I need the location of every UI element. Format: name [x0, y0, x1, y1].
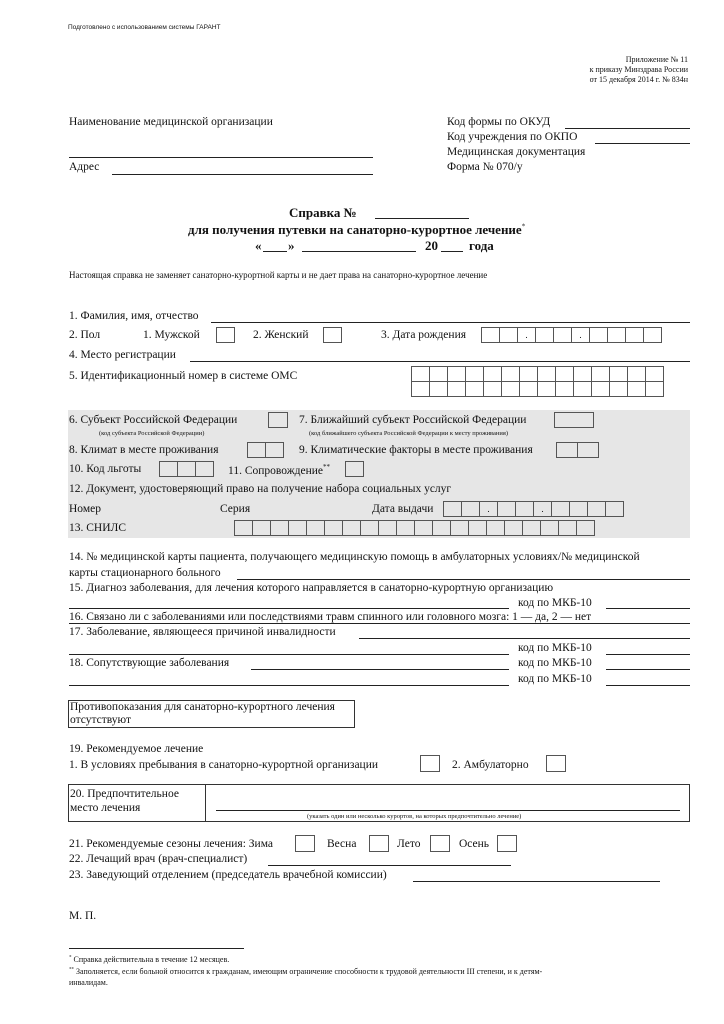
oms-cell[interactable] [411, 381, 430, 397]
preferred-place-line[interactable] [216, 810, 680, 811]
oms-cell[interactable] [627, 366, 646, 382]
oms-cell[interactable] [447, 366, 466, 382]
field-19-label: 19. Рекомендуемое лечение [69, 743, 204, 755]
field-16-label: 16. Связано ли с заболеваниями или последствиями травм спинного или головного мозга: 1 — да, 2 — нет [69, 611, 592, 623]
org-name-label: Наименование медицинской организации [69, 116, 273, 128]
season-autumn-label: Осень [459, 838, 490, 850]
field-11-label: 11. Сопровождение** [228, 463, 331, 477]
field-7-label: 7. Ближайший субъект Российской Федерации [299, 414, 527, 426]
year-prefix: 20 [425, 238, 438, 253]
doc-number-label: Номер [69, 503, 101, 515]
snils-cell[interactable] [252, 520, 271, 536]
doc-series-label: Серия [220, 503, 251, 515]
date-separator: . [533, 501, 552, 517]
date-cell[interactable] [607, 327, 626, 343]
date-cell[interactable] [589, 327, 608, 343]
field-18-label: 18. Сопутствующие заболевания [69, 657, 230, 669]
climate-cells[interactable] [247, 442, 283, 458]
notice: Настоящая справка не заменяет санаторно-курортной карты и не дает права на санаторно-курортное лечение [69, 270, 488, 280]
address-label: Адрес [69, 161, 100, 173]
field-9-label: 9. Климатические факторы в месте проживания [299, 444, 533, 456]
date-cell[interactable] [605, 501, 624, 517]
field-22-label: 22. Лечащий врач (врач-специалист) [69, 853, 248, 865]
oms-cell[interactable] [429, 381, 448, 397]
diagnosis-line[interactable] [69, 608, 509, 609]
benefit-cell[interactable] [159, 461, 178, 477]
field-2-label: 2. Пол [69, 329, 101, 341]
snils-cell[interactable] [360, 520, 379, 536]
disability-line[interactable] [359, 638, 690, 639]
climate-factors-cells[interactable] [556, 442, 598, 458]
field-19-option1: 1. В условиях пребывания в санаторно-курортной организации [69, 759, 379, 771]
oms-cell[interactable] [447, 381, 466, 397]
date-cell[interactable] [443, 501, 462, 517]
field-14-line2: карты стационарного больного [69, 567, 221, 579]
snils-cell[interactable] [324, 520, 343, 536]
field-1-label: 1. Фамилия, имя, отчество [69, 310, 199, 322]
snils-cell[interactable] [396, 520, 415, 536]
field-20-line1: 20. Предпочтительное [70, 788, 179, 800]
snils-cell[interactable] [414, 520, 433, 536]
oms-cell[interactable] [645, 381, 664, 397]
date-cell[interactable] [481, 327, 500, 343]
oms-cell[interactable] [501, 366, 520, 382]
field-6-note: (код субъекта Российской Федерации) [99, 430, 205, 437]
female-label: 2. Женский [253, 329, 309, 341]
preferred-place-divider [205, 784, 206, 822]
oms-cell[interactable] [555, 366, 574, 382]
escort-checkbox[interactable] [345, 461, 364, 477]
date-separator: . [571, 327, 590, 343]
season-summer-label: Лето [397, 838, 421, 850]
full-name-line[interactable] [211, 322, 690, 323]
address-line[interactable] [112, 174, 373, 175]
mkb-label-18b: код по МКБ-10 [518, 673, 592, 685]
mkb-label-18a: код по МКБ-10 [518, 657, 592, 669]
doc-issue-date-label: Дата выдачи [372, 503, 434, 515]
field-14-line1: 14. № медицинской карты пациента, получающего медицинскую помощь в амбулаторных условиях/№ медицинской [69, 551, 640, 563]
date-month-line[interactable] [302, 251, 416, 252]
snils-cell[interactable] [342, 520, 361, 536]
oms-cell[interactable] [537, 366, 556, 382]
mkb-label-17: код по МКБ-10 [518, 642, 592, 654]
org-name-line[interactable] [69, 157, 373, 158]
oms-cell[interactable] [591, 366, 610, 382]
field-15-label: 15. Диагноз заболевания, для лечения которого направляется в санаторно-курортную организацию [69, 582, 554, 594]
field-20-line2: место лечения [70, 802, 141, 814]
field-12-label: 12. Документ, удостоверяющий право на получение набора социальных услуг [69, 483, 452, 495]
oms-cell[interactable] [429, 366, 448, 382]
disability-line-2[interactable] [69, 654, 509, 655]
date-cell[interactable] [587, 501, 606, 517]
doctor-line[interactable] [268, 865, 511, 866]
nearest-subject-box[interactable] [554, 412, 594, 428]
field-5-label: 5. Идентификационный номер в системе ОМС [69, 370, 298, 382]
oms-cell[interactable] [411, 366, 430, 382]
oms-cell[interactable] [573, 381, 592, 397]
field-20-note: (указать один или несколько курортов, на которых предпочтительно лечение) [307, 813, 522, 820]
okud-label: Код формы по ОКУД [447, 116, 551, 128]
male-label: 1. Мужской [143, 329, 200, 341]
concomitant-line-2[interactable] [69, 685, 509, 686]
head-of-department-line[interactable] [413, 881, 660, 882]
snils-cell[interactable] [558, 520, 577, 536]
season-autumn-checkbox[interactable] [497, 835, 517, 852]
season-winter-checkbox[interactable] [295, 835, 315, 852]
snils-cell[interactable] [270, 520, 289, 536]
med-card-line[interactable] [237, 579, 690, 580]
date-cell[interactable] [497, 501, 516, 517]
oms-cells-row1[interactable] [411, 366, 663, 382]
okpo-label: Код учреждения по ОКПО [447, 131, 578, 143]
season-summer-checkbox[interactable] [430, 835, 450, 852]
registration-line[interactable] [190, 361, 690, 362]
oms-cell[interactable] [483, 366, 502, 382]
stamp-place: М. П. [69, 910, 97, 922]
footnote-separator [69, 948, 244, 949]
title-line2: для получения путевки на санаторно-курортное лечение* [188, 222, 526, 237]
oms-cell[interactable] [627, 381, 646, 397]
date-cell[interactable] [569, 501, 588, 517]
oms-cell[interactable] [555, 381, 574, 397]
oms-cell[interactable] [537, 381, 556, 397]
snils-cell[interactable] [576, 520, 595, 536]
date-cell[interactable] [643, 327, 662, 343]
snils-cell[interactable] [306, 520, 325, 536]
footnote-1: * Справка действительна в течение 12 месяцев. [69, 955, 230, 964]
snils-cells[interactable] [234, 520, 594, 536]
male-checkbox[interactable] [216, 327, 235, 343]
snils-cell[interactable] [486, 520, 505, 536]
certificate-number-line[interactable] [375, 218, 469, 219]
snils-cell[interactable] [450, 520, 469, 536]
snils-cell[interactable] [504, 520, 523, 536]
sanatorium-checkbox[interactable] [420, 755, 440, 772]
med-doc-label: Медицинская документация [447, 146, 586, 158]
appendix-3: от 15 декабря 2014 г. № 834н [589, 75, 688, 84]
subject-code-box[interactable] [268, 412, 288, 428]
outpatient-checkbox[interactable] [546, 755, 566, 772]
date-cell[interactable] [535, 327, 554, 343]
snils-cell[interactable] [540, 520, 559, 536]
field-19-option2: 2. Амбулаторно [452, 759, 529, 771]
date-separator: . [479, 501, 498, 517]
date-cell[interactable] [551, 501, 570, 517]
snils-cell[interactable] [378, 520, 397, 536]
oms-cell[interactable] [609, 381, 628, 397]
field-13-label: 13. СНИЛС [69, 522, 127, 534]
climate-factor-cell[interactable] [577, 442, 599, 458]
season-spring-checkbox[interactable] [369, 835, 389, 852]
field-23-label: 23. Заведующий отделением (председатель врачебной комиссии) [69, 869, 387, 881]
issue-date-cells[interactable] [443, 501, 623, 517]
okpo-line[interactable] [595, 143, 690, 144]
oms-cell[interactable] [591, 381, 610, 397]
benefit-code-cells[interactable] [159, 461, 213, 477]
climate-cell[interactable] [265, 442, 284, 458]
oms-cell[interactable] [519, 381, 538, 397]
date-quote-close: » [288, 238, 295, 253]
footnote-2: ** Заполняется, если больной относится к гражданам, имеющим ограничение способности к трудовой деятельности III степени, и к детям- [69, 967, 543, 976]
snils-cell[interactable] [288, 520, 307, 536]
date-cell[interactable] [461, 501, 480, 517]
benefit-cell[interactable] [177, 461, 196, 477]
contraindications-line2: отсутствуют [70, 714, 132, 726]
field-21-label: 21. Рекомендуемые сезоны лечения: Зима [69, 838, 274, 850]
date-separator: . [517, 327, 536, 343]
field-3-label: 3. Дата рождения [381, 329, 467, 341]
mkb-18b-line[interactable] [606, 685, 690, 686]
date-cell[interactable] [625, 327, 644, 343]
title-line1: Справка № [289, 205, 357, 220]
concomitant-line[interactable] [251, 669, 509, 670]
oms-cell[interactable] [501, 381, 520, 397]
date-cell[interactable] [515, 501, 534, 517]
oms-cell[interactable] [645, 366, 664, 382]
mkb-17-line[interactable] [606, 654, 690, 655]
year-suffix: года [469, 238, 494, 253]
snils-cell[interactable] [234, 520, 253, 536]
appendix-1: Приложение № 11 [625, 55, 688, 64]
date-cell[interactable] [499, 327, 518, 343]
oms-cell[interactable] [573, 366, 592, 382]
snils-cell[interactable] [432, 520, 451, 536]
garant-note: Подготовлено с использованием системы ГАРАНТ [68, 24, 221, 31]
field-8-label: 8. Климат в месте проживания [69, 444, 219, 456]
date-cell[interactable] [553, 327, 572, 343]
contraindications-line1: Противопоказания для санаторно-курортного лечения [70, 701, 335, 713]
mkb-label-15: код по МКБ-10 [518, 597, 592, 609]
oms-cell[interactable] [483, 381, 502, 397]
field-6-label: 6. Субъект Российской Федерации [69, 414, 238, 426]
date-quote-open: « [255, 238, 262, 253]
climate-factor-cell[interactable] [556, 442, 578, 458]
mkb-18a-line[interactable] [606, 669, 690, 670]
field-4-label: 4. Место регистрации [69, 349, 176, 361]
date-day-line[interactable] [263, 251, 287, 252]
form-label: Форма № 070/у [447, 161, 523, 173]
field-7-note: (код ближайшего субъекта Российской Федерации к месту проживания) [309, 430, 509, 437]
footnote-2-cont: инвалидам. [69, 978, 108, 987]
field-16-line[interactable] [69, 623, 690, 624]
field-10-label: 10. Код льготы [69, 463, 142, 475]
snils-cell[interactable] [468, 520, 487, 536]
oms-cells-row2[interactable] [411, 381, 663, 397]
snils-cell[interactable] [522, 520, 541, 536]
benefit-cell[interactable] [195, 461, 214, 477]
oms-cell[interactable] [465, 366, 484, 382]
season-spring-label: Весна [327, 838, 357, 850]
female-checkbox[interactable] [323, 327, 342, 343]
oms-cell[interactable] [465, 381, 484, 397]
okud-line[interactable] [565, 128, 690, 129]
birth-date-cells[interactable] [481, 327, 661, 343]
field-17-label: 17. Заболевание, являющееся причиной инвалидности [69, 626, 336, 638]
oms-cell[interactable] [609, 366, 628, 382]
year-line[interactable] [441, 251, 463, 252]
mkb-15-line[interactable] [606, 608, 690, 609]
appendix-2: к приказу Минздрава России [589, 65, 688, 74]
climate-cell[interactable] [247, 442, 266, 458]
oms-cell[interactable] [519, 366, 538, 382]
